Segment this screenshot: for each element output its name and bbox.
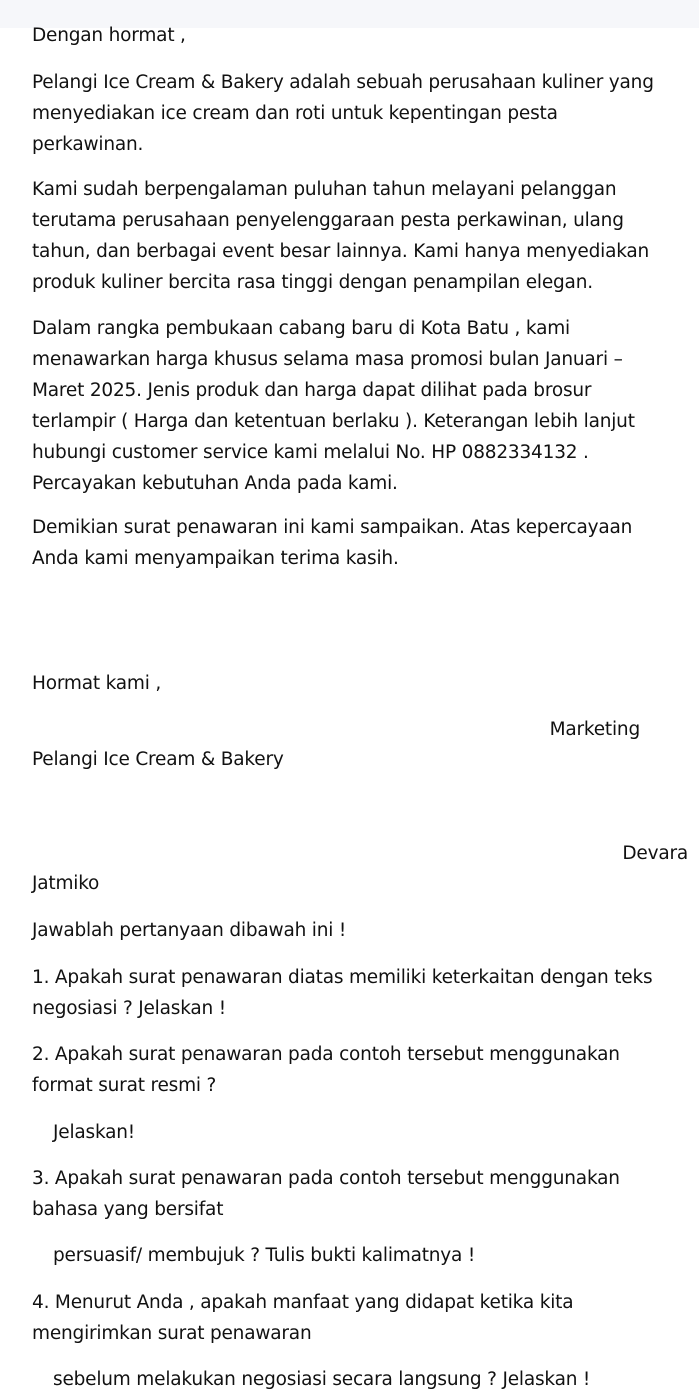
question-2 bbox=[32, 1039, 620, 1101]
paragraph-line: Pelangi Ice Cream & Bakery adalah sebuah perusahaan kuliner yang bbox=[32, 72, 654, 93]
signer-name-first: Devara bbox=[622, 843, 688, 864]
paragraph-line: menawarkan harga khusus selama masa promosi bulan Januari – bbox=[32, 349, 623, 370]
paragraph-closing bbox=[32, 512, 632, 574]
paragraph-line: produk kuliner bercita rasa tinggi dengan penampilan elegan. bbox=[32, 272, 593, 293]
question-2-continued: Jelaskan! bbox=[53, 1122, 136, 1143]
question-4-continued: sebelum melakukan negosiasi secara langsung ? Jelaskan ! bbox=[53, 1369, 591, 1390]
question-4 bbox=[32, 1287, 573, 1349]
instruction: Jawablah pertanyaan dibawah ini ! bbox=[32, 920, 347, 941]
question-line: mengirimkan surat penawaran bbox=[32, 1323, 312, 1344]
question-line: 2. Apakah surat penawaran pada contoh tersebut menggunakan bbox=[32, 1044, 620, 1065]
paragraph-line: terutama perusahaan penyelenggaraan pesta perkawinan, ulang bbox=[32, 210, 624, 231]
question-line: negosiasi ? Jelaskan ! bbox=[32, 998, 226, 1019]
paragraph-experience bbox=[32, 174, 649, 298]
question-line: 4. Menurut Anda , apakah manfaat yang didapat ketika kita bbox=[32, 1292, 574, 1313]
paragraph-line: tahun, dan berbagai event besar lainnya. Kami hanya menyediakan bbox=[32, 241, 650, 262]
question-3 bbox=[32, 1163, 620, 1225]
paragraph-line: Kami sudah berpengalaman puluhan tahun melayani pelanggan bbox=[32, 179, 617, 200]
paragraph-line: Anda kami menyampaikan terima kasih. bbox=[32, 548, 399, 569]
question-1 bbox=[32, 962, 652, 1024]
paragraph-line: Demikian surat penawaran ini kami sampaikan. Atas kepercayaan bbox=[32, 517, 633, 538]
question-line: 1. Apakah surat penawaran diatas memiliki keterkaitan dengan teks bbox=[32, 967, 653, 988]
paragraph-line: perkawinan. bbox=[32, 134, 144, 155]
question-3-continued: persuasif/ membujuk ? Tulis bukti kalimatnya ! bbox=[53, 1245, 476, 1266]
paragraph-line: menyediakan ice cream dan roti untuk kepentingan pesta bbox=[32, 103, 558, 124]
paragraph-intro bbox=[32, 67, 654, 160]
signer-position: Marketing bbox=[549, 719, 640, 740]
question-line: 3. Apakah surat penawaran pada contoh tersebut menggunakan bbox=[32, 1168, 620, 1189]
paragraph-line: Maret 2025. Jenis produk dan harga dapat dilihat pada brosur bbox=[32, 380, 592, 401]
signer-name-last: Jatmiko bbox=[32, 873, 100, 894]
salutation: Dengan hormat , bbox=[32, 25, 186, 46]
question-line: format surat resmi ? bbox=[32, 1075, 217, 1096]
paragraph-offer bbox=[32, 313, 635, 499]
paragraph-line: terlampir ( Harga dan ketentuan berlaku ). Keterangan lebih lanjut bbox=[32, 411, 635, 432]
paragraph-line: Percayakan kebutuhan Anda pada kami. bbox=[32, 473, 398, 494]
closing-greeting: Hormat kami , bbox=[32, 673, 162, 694]
paragraph-line: hubungi customer service kami melalui No. HP 0882334132 . bbox=[32, 442, 589, 463]
paragraph-line: Dalam rangka pembukaan cabang baru di Kota Batu , kami bbox=[32, 318, 570, 339]
question-line: bahasa yang bersifat bbox=[32, 1199, 224, 1220]
company-name: Pelangi Ice Cream & Bakery bbox=[32, 749, 284, 770]
